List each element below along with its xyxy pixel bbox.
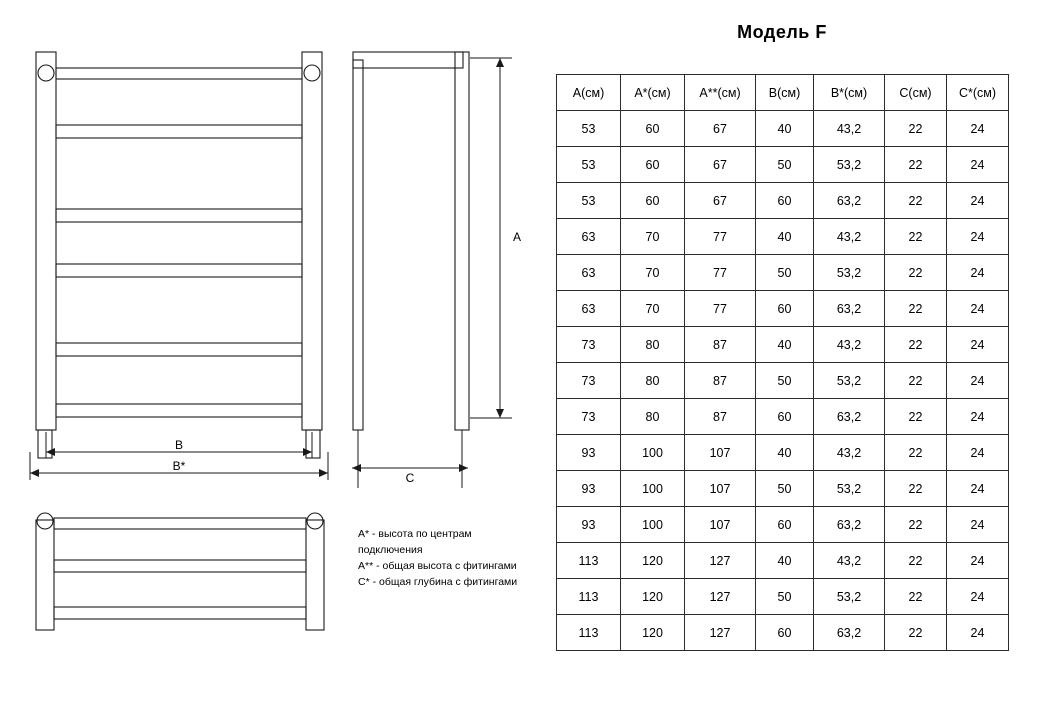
side-rail-column	[353, 60, 363, 430]
table-row	[557, 363, 1009, 399]
cell-b: 40	[756, 327, 814, 363]
cell-b-star: 43,2	[814, 543, 885, 579]
table-row	[557, 111, 1009, 147]
cell-c-star: 24	[947, 507, 1009, 543]
cell-a: 53	[557, 111, 621, 147]
cell-c: 22	[885, 111, 947, 147]
col-header-b: B(см)	[756, 75, 814, 111]
cell-a-star: 100	[621, 471, 685, 507]
cell-b: 40	[756, 543, 814, 579]
front-right-post	[302, 52, 322, 430]
table-row	[557, 579, 1009, 615]
cell-b-star: 43,2	[814, 435, 885, 471]
cell-c-star: 24	[947, 435, 1009, 471]
note-a-double-star: A** - общая высота с фитингами	[358, 560, 517, 572]
cell-a-star: 120	[621, 615, 685, 651]
cell-a: 93	[557, 471, 621, 507]
table-row	[557, 615, 1009, 651]
cell-b-star: 63,2	[814, 399, 885, 435]
cell-a-double-star: 127	[685, 543, 756, 579]
side-post	[455, 52, 469, 430]
cell-a: 53	[557, 147, 621, 183]
cell-b-star: 43,2	[814, 219, 885, 255]
cell-a-star: 80	[621, 399, 685, 435]
col-header-a-double-star: A**(см)	[685, 75, 756, 111]
cell-a-double-star: 87	[685, 363, 756, 399]
cell-a: 63	[557, 219, 621, 255]
label-a: A	[512, 230, 522, 244]
cell-a-double-star: 127	[685, 615, 756, 651]
col-header-a-star: A*(см)	[621, 75, 685, 111]
table-row	[557, 327, 1009, 363]
cell-a-double-star: 67	[685, 111, 756, 147]
table-row	[557, 219, 1009, 255]
cell-a-double-star: 127	[685, 579, 756, 615]
label-b-star: B*	[172, 459, 186, 473]
cell-a-star: 60	[621, 147, 685, 183]
cell-c-star: 24	[947, 543, 1009, 579]
cell-c-star: 24	[947, 327, 1009, 363]
legend-notes	[358, 526, 533, 590]
note-a-star: A* - высота по центрам подключения	[358, 528, 472, 556]
page-title: Модель F	[737, 22, 827, 42]
cell-a-star: 70	[621, 255, 685, 291]
cell-a-star: 70	[621, 291, 685, 327]
cell-b: 50	[756, 255, 814, 291]
table-row	[557, 147, 1009, 183]
cell-a: 93	[557, 507, 621, 543]
cell-b: 60	[756, 183, 814, 219]
cell-c: 22	[885, 291, 947, 327]
cell-b: 50	[756, 579, 814, 615]
table-row	[557, 435, 1009, 471]
cell-a: 113	[557, 579, 621, 615]
label-b: B	[174, 438, 184, 452]
cell-a-double-star: 87	[685, 327, 756, 363]
cell-b-star: 63,2	[814, 183, 885, 219]
cell-c: 22	[885, 399, 947, 435]
table-row	[557, 399, 1009, 435]
cell-a-star: 120	[621, 579, 685, 615]
cell-a-star: 60	[621, 183, 685, 219]
cell-b-star: 63,2	[814, 615, 885, 651]
cell-b: 40	[756, 111, 814, 147]
cell-b-star: 63,2	[814, 291, 885, 327]
front-left-fitting	[38, 430, 52, 458]
cell-c-star: 24	[947, 255, 1009, 291]
cell-c: 22	[885, 255, 947, 291]
cell-a-double-star: 107	[685, 435, 756, 471]
cell-c-star: 24	[947, 615, 1009, 651]
cell-a-star: 100	[621, 435, 685, 471]
cell-b-star: 53,2	[814, 363, 885, 399]
spec-table	[556, 74, 1009, 651]
cell-a-double-star: 107	[685, 471, 756, 507]
table-row	[557, 471, 1009, 507]
cell-b: 60	[756, 291, 814, 327]
col-header-a: A(см)	[557, 75, 621, 111]
cell-b-star: 43,2	[814, 327, 885, 363]
cell-c-star: 24	[947, 471, 1009, 507]
cell-b: 60	[756, 615, 814, 651]
cell-c: 22	[885, 327, 947, 363]
table-row	[557, 507, 1009, 543]
cell-c-star: 24	[947, 111, 1009, 147]
cell-c-star: 24	[947, 399, 1009, 435]
cell-a-star: 60	[621, 111, 685, 147]
cell-c-star: 24	[947, 147, 1009, 183]
cell-a-star: 70	[621, 219, 685, 255]
table-header-row	[557, 75, 1009, 111]
cell-a: 73	[557, 363, 621, 399]
front-left-joint	[38, 65, 54, 81]
cell-a-star: 80	[621, 363, 685, 399]
label-c: C	[405, 471, 415, 485]
side-top-bar	[353, 52, 463, 68]
dimension-a	[470, 58, 512, 418]
cell-a-double-star: 77	[685, 255, 756, 291]
cell-b: 50	[756, 147, 814, 183]
cell-a-star: 80	[621, 327, 685, 363]
front-rails	[56, 68, 302, 417]
table-row	[557, 291, 1009, 327]
cell-c: 22	[885, 183, 947, 219]
cell-c: 22	[885, 435, 947, 471]
cell-b-star: 53,2	[814, 471, 885, 507]
cell-a: 93	[557, 435, 621, 471]
cell-b: 40	[756, 219, 814, 255]
cell-b-star: 43,2	[814, 111, 885, 147]
cell-a-double-star: 67	[685, 147, 756, 183]
note-c-star: C* - общая глубина с фитингами	[358, 576, 518, 588]
cell-a: 53	[557, 183, 621, 219]
cell-b: 50	[756, 363, 814, 399]
cell-b: 60	[756, 399, 814, 435]
cell-b: 60	[756, 507, 814, 543]
cell-a-double-star: 107	[685, 507, 756, 543]
cell-c: 22	[885, 579, 947, 615]
bottom-left-joint	[37, 513, 53, 529]
cell-c: 22	[885, 219, 947, 255]
cell-c: 22	[885, 363, 947, 399]
cell-c: 22	[885, 471, 947, 507]
cell-a-double-star: 67	[685, 183, 756, 219]
cell-a: 113	[557, 543, 621, 579]
cell-a-double-star: 77	[685, 291, 756, 327]
cell-a: 63	[557, 255, 621, 291]
cell-c-star: 24	[947, 219, 1009, 255]
cell-c: 22	[885, 615, 947, 651]
cell-b-star: 53,2	[814, 255, 885, 291]
front-right-joint	[304, 65, 320, 81]
cell-c: 22	[885, 147, 947, 183]
cell-c-star: 24	[947, 291, 1009, 327]
cell-b-star: 63,2	[814, 507, 885, 543]
cell-c-star: 24	[947, 183, 1009, 219]
front-right-fitting	[306, 430, 320, 458]
spec-table-container	[556, 74, 1008, 651]
cell-c-star: 24	[947, 579, 1009, 615]
cell-b-star: 53,2	[814, 579, 885, 615]
cell-a-double-star: 87	[685, 399, 756, 435]
cell-a: 73	[557, 327, 621, 363]
cell-a: 63	[557, 291, 621, 327]
cell-a-star: 100	[621, 507, 685, 543]
bottom-right-joint	[307, 513, 323, 529]
cell-a: 73	[557, 399, 621, 435]
cell-b-star: 53,2	[814, 147, 885, 183]
cell-c: 22	[885, 507, 947, 543]
cell-a-double-star: 77	[685, 219, 756, 255]
bottom-left-post	[36, 520, 54, 630]
cell-b: 40	[756, 435, 814, 471]
table-row	[557, 255, 1009, 291]
table-row	[557, 543, 1009, 579]
cell-c-star: 24	[947, 363, 1009, 399]
cell-a: 113	[557, 615, 621, 651]
front-left-post	[36, 52, 56, 430]
table-row	[557, 183, 1009, 219]
cell-c: 22	[885, 543, 947, 579]
col-header-c: C(см)	[885, 75, 947, 111]
cell-a-star: 120	[621, 543, 685, 579]
col-header-b-star: B*(см)	[814, 75, 885, 111]
bottom-rails	[54, 518, 306, 619]
bottom-right-post	[306, 520, 324, 630]
cell-b: 50	[756, 471, 814, 507]
col-header-c-star: C*(см)	[947, 75, 1009, 111]
